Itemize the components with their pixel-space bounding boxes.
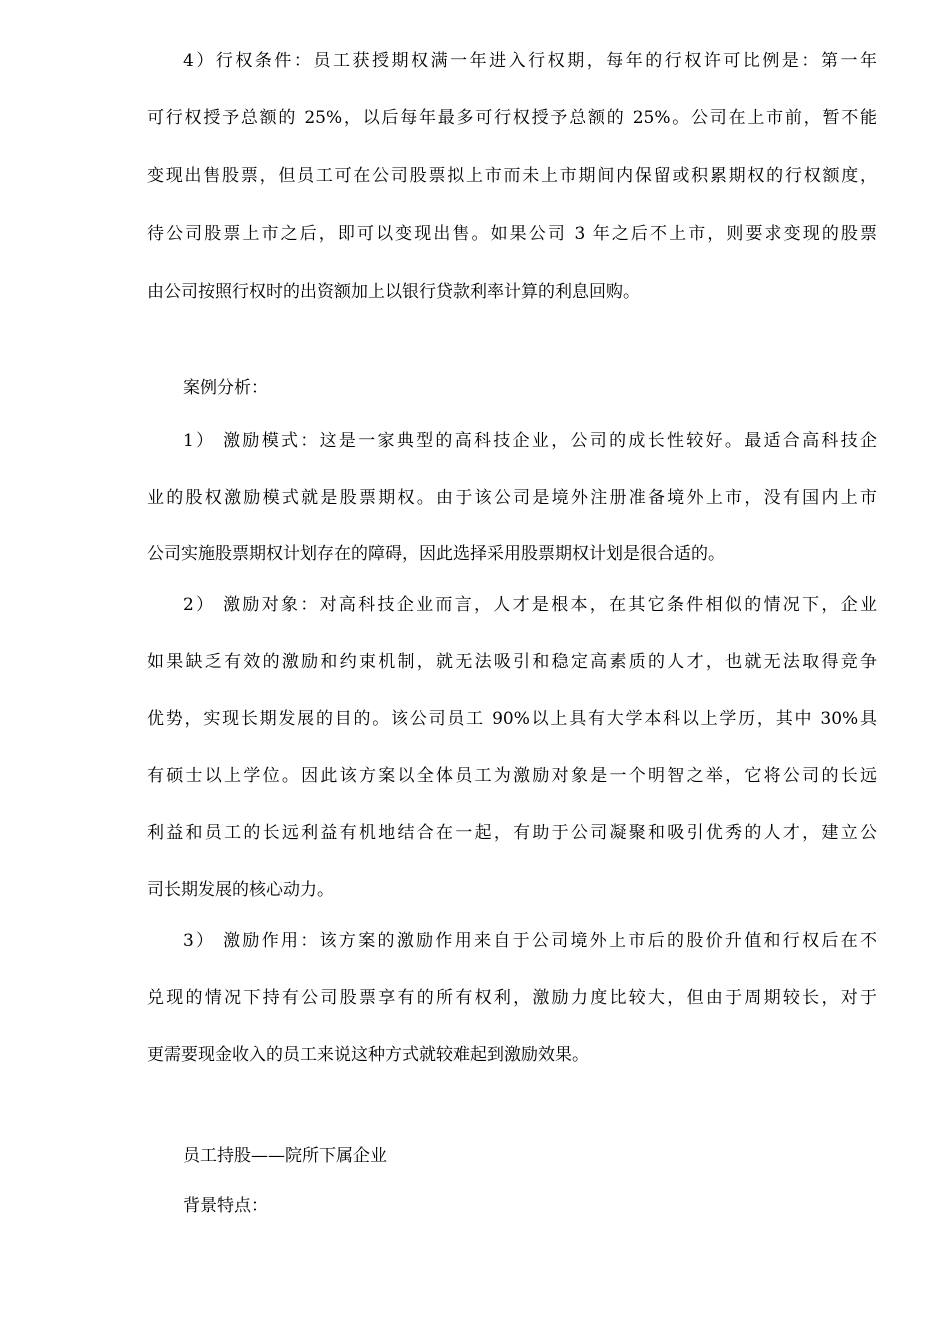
paragraph-line: 更需要现金收入的员工来说这种方式就较难起到激励效果。 <box>147 1045 589 1065</box>
paragraph-line: 如果缺乏有效的激励和约束机制，就无法吸引和稳定高素质的人才，也就无法取得竞争 <box>147 652 877 672</box>
section-heading: 案例分析： <box>183 378 268 398</box>
section-heading: 背景特点： <box>183 1196 268 1216</box>
paragraph-line: 4）行权条件：员工获授期权满一年进入行权期，每年的行权许可比例是：第一年 <box>183 51 877 71</box>
paragraph-line: 3） 激励作用：该方案的激励作用来自于公司境外上市后的股价升值和行权后在不 <box>183 931 877 951</box>
paragraph-line: 1） 激励模式：这是一家典型的高科技企业，公司的成长性较好。最适合高科技企 <box>183 431 877 451</box>
paragraph-line: 可行权授予总额的 25%，以后每年最多可行权授予总额的 25%。公司在上市前，暂不能 <box>147 108 877 128</box>
paragraph-line: 利益和员工的长远利益有机地结合在一起，有助于公司凝聚和吸引优秀的人才，建立公 <box>147 823 877 843</box>
paragraph-line: 兑现的情况下持有公司股票享有的所有权利，激励力度比较大，但由于周期较长，对于 <box>147 988 877 1008</box>
paragraph-line: 2） 激励对象：对高科技企业而言，人才是根本，在其它条件相似的情况下，企业 <box>183 595 877 615</box>
paragraph-line: 待公司股票上市之后，即可以变现出售。如果公司 3 年之后不上市，则要求变现的股票 <box>147 224 877 244</box>
paragraph-line: 优势，实现长期发展的目的。该公司员工 90%以上具有大学本科以上学历，其中 30%具 <box>147 709 877 729</box>
paragraph-line: 业的股权激励模式就是股票期权。由于该公司是境外注册准备境外上市，没有国内上市 <box>147 488 877 508</box>
section-heading: 员工持股——院所下属企业 <box>183 1146 387 1166</box>
paragraph-line: 公司实施股票期权计划存在的障碍，因此选择采用股票期权计划是很合适的。 <box>147 544 725 564</box>
paragraph-line: 变现出售股票，但员工可在公司股票拟上市而未上市期间内保留或积累期权的行权额度， <box>147 166 877 186</box>
paragraph-line: 有硕士以上学位。因此该方案以全体员工为激励对象是一个明智之举，它将公司的长远 <box>147 766 877 786</box>
paragraph-line: 由公司按照行权时的出资额加上以银行贷款利率计算的利息回购。 <box>147 282 640 302</box>
paragraph-line: 司长期发展的核心动力。 <box>147 880 334 900</box>
